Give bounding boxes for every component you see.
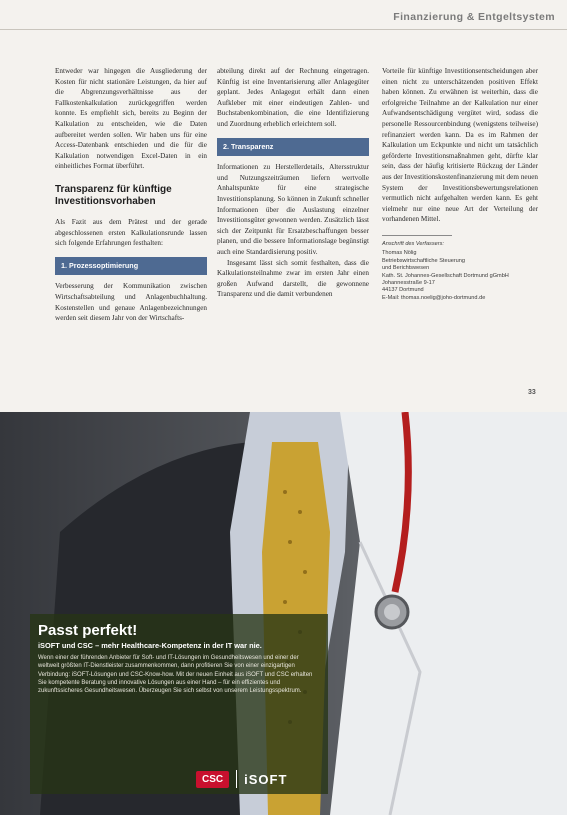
- author-email[interactable]: E-Mail: thomas.noelig@joho-dortmund.de: [382, 294, 486, 301]
- ad-subtitle: iSOFT und CSC – mehr Healthcare-Kompetenz in der IT war nie.: [38, 641, 262, 650]
- paragraph: Vorteile für künftige Investitionsentscheidungen aber einen nicht zu unterschätzenden positiven Effekt haben können. Zu erwähnen ist weiterhin, dass die erfolgreiche Teilnahme an der Kalkulation nur einer Aufwandsentschädigung vergütet wird, sodass die personelle Ressourcenbindung (wenigstens teilweise) refinanziert werden kann. Da es im Rahmen der Kalkulation um Eckpunkte und nicht um tatsächlich geförderte Investitionsmaßnahmen geht, dürfte klar sein, dass der häufig kritisierte Rückzug der Länder aus der Investitionskostenfinanzierung mit dem neuen System der Investitionsbewertungsrelationen vermutlich nicht aufgehalten werden kann. Es geht vielmehr nur eine neue Art der Verteilung der vorhandenen Mittel.: [382, 67, 538, 224]
- author-line: Johannesstraße 9-17: [382, 279, 435, 286]
- author-line: Kath. St. Johannes-Gesellschaft Dortmund gGmbH: [382, 272, 509, 279]
- paragraph: abteilung direkt auf der Rechnung eingetragen. Künftig ist eine Inventarisierung aller Anlagegüter geplant. Jedes Anlagegut erhält dann einen Aufkleber mit einer eindeutigen Zahlen- und Buchstabenkombination, die eine Identifizierung und Zuordnung erheblich erleichtern soll.: [217, 67, 369, 128]
- author-line: und Berichtswesen: [382, 265, 430, 272]
- section-title: Finanzierung & Entgeltsystem: [393, 11, 555, 23]
- paragraph: Insgesamt lässt sich somit festhalten, dass die Kalkulationsteilnahme zwar im ersten Jahr einen großen Aufwand darstellt, die gewonnene Transparenz und die damit verbundenen: [217, 258, 369, 299]
- paragraph: Als Fazit aus dem Prätest und der gerade abgeschlossenen ersten Kalkulationsrunde lassen sich folgende Erfahrungen festhalten:: [55, 217, 207, 248]
- ad-body: Wenn einer der führenden Anbieter für Soft- und IT-Lösungen im Gesundheitswesen und einer der weltweit größten IT-Dienstleister zusammenkommen, dann profitieren Sie von einer einzigartigen Verbindung: iSOFT-Lösungen und CSC-Know-how. Mit der neuen Einheit aus iSOFT und CSC erhalten Sie kompetente Beratung und innovative Lösungen aus einer Hand – für ein effizientes und zukunftssicheres Gesundheitswesen. Überzeugen Sie sich selbst von unserem Leistungsspektrum.: [38, 655, 313, 695]
- paragraph: Informationen zu Herstellerdetails, Altersstruktur und Nutzungszeiträumen liefern wertvolle Anhaltspunkte für eine strategische Investitionsplanung. So können in Zukunft schneller Informationen über die Auslastung einzelner Investitionsgüter gewonnen werden. Zusätzlich lässt sich der Zeitpunkt für Ersatzbeschaffungen besser planen, und die bessere Informationslage begünstigt auch eine Standardisierung positiv.: [217, 163, 369, 256]
- column-1: [55, 66, 207, 324]
- column-2: [217, 66, 369, 300]
- page-number: 33: [528, 389, 536, 396]
- author-line: Betriebswirtschaftliche Steuerung: [382, 257, 466, 264]
- author-address: [382, 241, 538, 302]
- box-heading-process-optimization: 1. Prozessoptimierung: [55, 257, 207, 276]
- author-line: Thomas Nölig: [382, 250, 417, 257]
- author-line: 44137 Dortmund: [382, 287, 424, 294]
- subheading: Transparenz für künftige Investitionsvorhaben: [55, 183, 172, 208]
- ad-logos: [196, 768, 287, 790]
- box-heading-transparency: 2. Transparenz: [217, 138, 369, 157]
- author-divider: [382, 235, 452, 236]
- ad-text-box: [30, 614, 328, 794]
- column-3: [382, 66, 538, 302]
- csc-logo: CSC: [196, 771, 229, 788]
- paragraph: Entweder war hingegen die Ausgliederung der Kosten für nicht stationäre Leistungen, da hier auf die Abgrenzungsverhältnisse aus der Fallkostenkalkulation zurückgegriffen werden konnte. Es empfiehlt sich, bereits zu Beginn der Kalkulation zu entscheiden, wie die Daten aufbereitet werden sollen. Wir haben uns für eine Access-Datenbank entschieden und die für die Kalkulation notwendigen Excel-Daten in ein einheitliches Format überführt.: [55, 67, 207, 171]
- white-coat: [330, 412, 567, 815]
- isoft-logo: iSOFT: [244, 771, 288, 787]
- paragraph: Verbesserung der Kommunikation zwischen Wirtschaftsabteilung und Anlagenbuchhaltung. Kostenstellen und genaue Anlagenbezeichnungen werden seit diesem Jahr von der Wirtschafts-: [55, 282, 207, 323]
- logo-separator: [236, 770, 237, 788]
- ad-title: Passt perfekt!: [38, 622, 138, 639]
- author-label: Anschrift des Verfassers:: [382, 240, 444, 247]
